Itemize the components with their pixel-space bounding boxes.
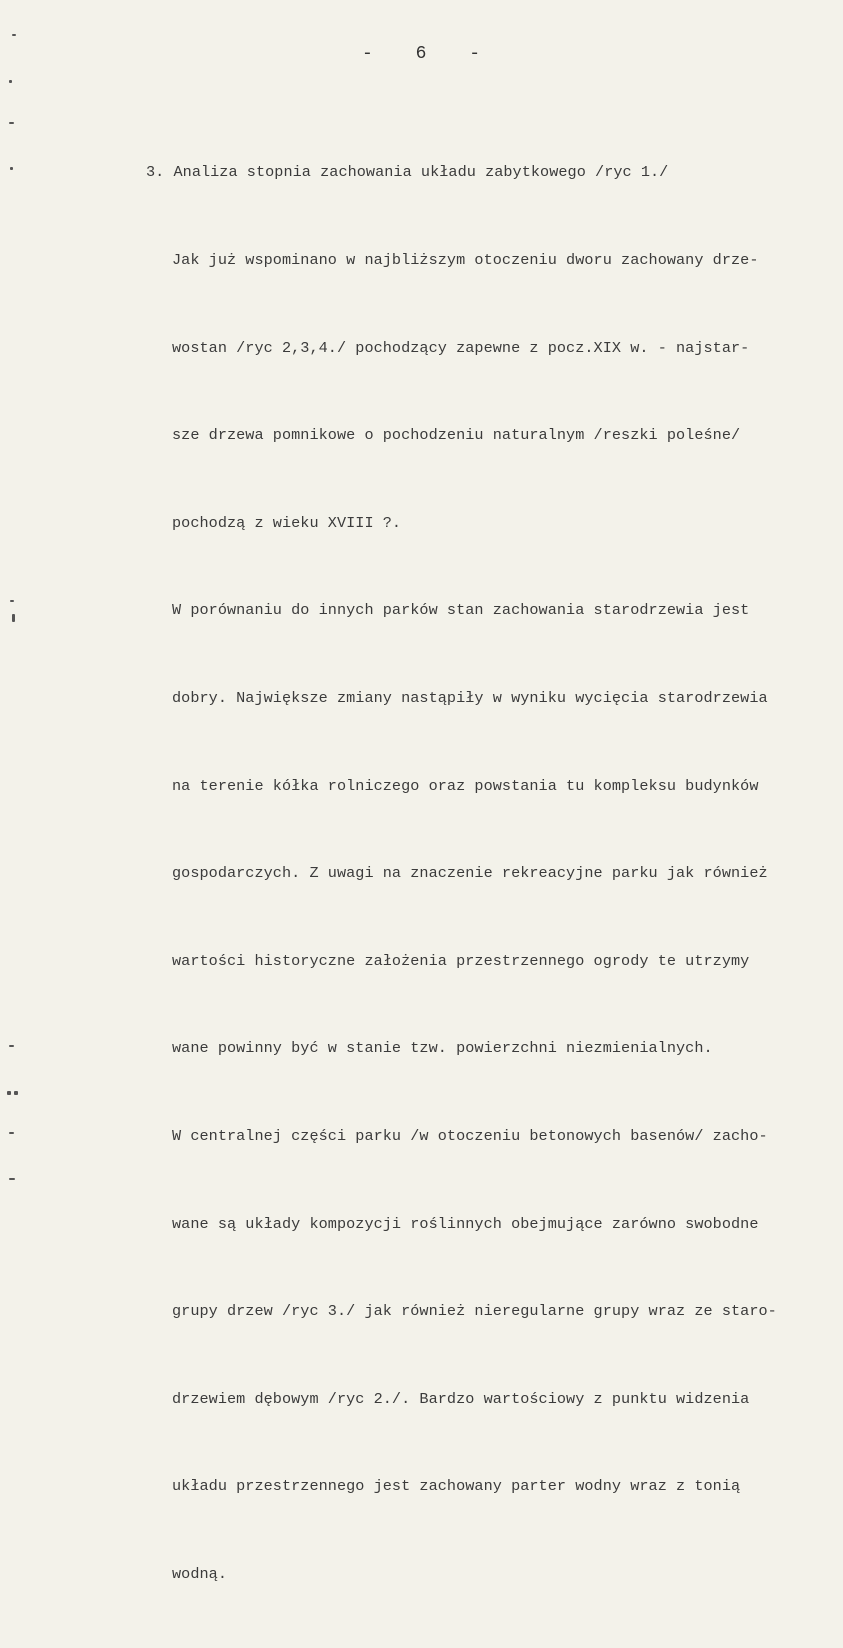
binding-mark	[9, 1178, 15, 1180]
binding-mark	[9, 1045, 14, 1047]
text-line: układu przestrzennego jest zachowany parter wodny wraz z tonią	[172, 1477, 741, 1496]
text-line: Jak już wspominano w najbliższym otoczeniu dworu zachowany drze-	[172, 251, 759, 269]
text-line: wane powinny być w stanie tzw. powierzchni niezmienialnych.	[172, 1039, 713, 1058]
text-line: gospodarczych. Z uwagi na znaczenie rekreacyjne parku jak również	[172, 864, 768, 883]
page-number: - 6 -	[361, 44, 481, 64]
binding-mark	[10, 600, 14, 602]
text-line: dobry. Największe zmiany nastąpiły w wyniku wycięcia starodrzewia	[172, 688, 768, 707]
text-line: wodną.	[172, 1564, 227, 1583]
binding-mark	[12, 614, 15, 622]
binding-mark	[9, 1132, 14, 1134]
text-line: drzewiem dębowym /ryc 2./. Bardzo wartościowy z punktu widzenia	[172, 1389, 750, 1408]
section-heading: 3. Analiza stopnia zachowania układu zabytkowego /ryc 1./	[146, 163, 669, 182]
binding-mark	[7, 1091, 11, 1095]
binding-mark	[12, 34, 16, 36]
binding-mark	[10, 167, 13, 170]
text-line: wane są układy kompozycji roślinnych obejmujące zarówno swobodne	[172, 1214, 759, 1233]
body-text	[146, 100, 843, 1648]
text-line: W centralnej części parku /w otoczeniu betonowych basenów/ zacho-	[172, 1126, 768, 1145]
text-line: sze drzewa pomnikowe o pochodzeniu naturalnym /reszki poleśne/	[172, 426, 741, 445]
text-line: na terenie kółka rolniczego oraz powstania tu kompleksu budynków	[172, 776, 759, 795]
text-line: pochodzą z wieku XVIII ?.	[172, 513, 402, 532]
text-line: wartości historyczne założenia przestrzennego ogrody te utrzymy	[172, 951, 750, 970]
binding-mark	[9, 122, 14, 124]
text-line: wostan /ryc 2,3,4./ pochodzący zapewne z pocz.XIX w. - najstar-	[172, 338, 750, 357]
binding-mark	[9, 80, 12, 83]
text-line: grupy drzew /ryc 3./ jak również nieregularne grupy wraz ze staro-	[172, 1302, 777, 1321]
binding-mark	[14, 1091, 18, 1095]
text-line: W porównaniu do innych parków stan zachowania starodrzewia jest	[172, 601, 750, 620]
